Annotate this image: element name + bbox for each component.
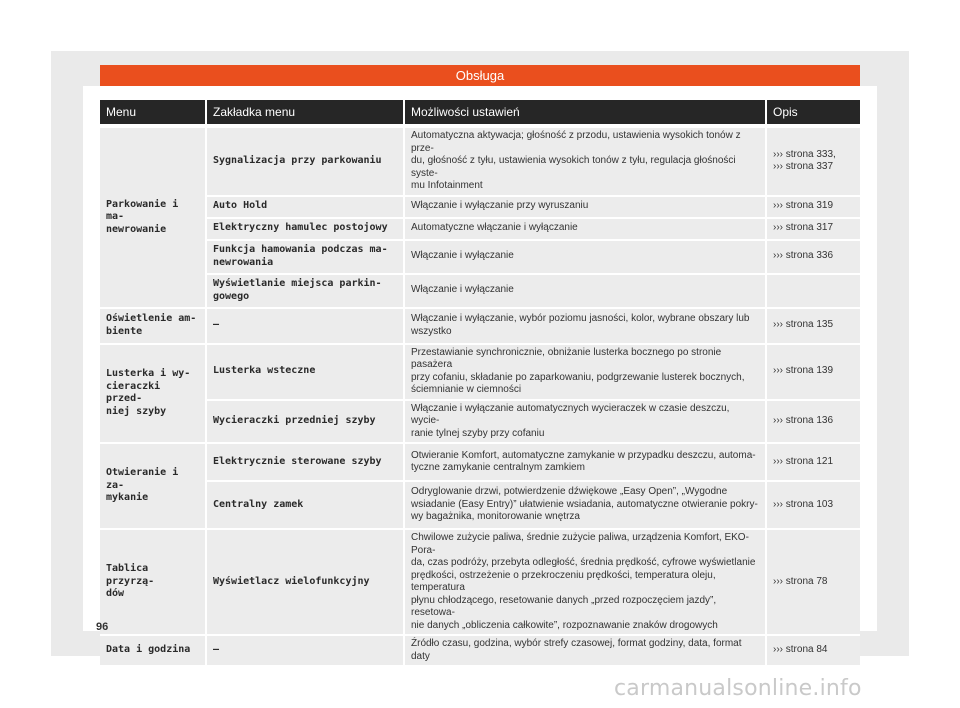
page-reference-cell: ››› strona 139 [767, 343, 860, 399]
column-header-description: Opis [767, 100, 860, 124]
table-row [100, 124, 860, 195]
page-reference-cell: ››› strona 135 [767, 307, 860, 343]
table-row [100, 528, 860, 634]
table-row [100, 307, 860, 343]
settings-options-cell: Przestawianie synchronicznie, obniżanie lusterka bocznego po stronie pasażera przy cofaniu, składanie po zaparkowaniu, podgrzewanie lusterek bocznych, ściemnianie w ciemności [405, 343, 767, 399]
menu-tab-cell: – [207, 634, 405, 665]
page-reference-cell: ››› strona 333, ››› strona 337 [767, 124, 860, 195]
menu-cell: Parkowanie i ma- newrowanie [100, 124, 207, 307]
page-reference-cell [767, 273, 860, 307]
menu-tab-cell: Auto Hold [207, 195, 405, 217]
table-row [100, 442, 860, 480]
settings-options-cell: Włączanie i wyłączanie automatycznych wycieraczek w czasie deszczu, wycie- ranie tylnej szyby przy cofaniu [405, 399, 767, 443]
menu-tab-cell: Lusterka wsteczne [207, 343, 405, 399]
column-header-settings: Możliwości ustawień [405, 100, 767, 124]
table-row [100, 217, 860, 239]
menu-cell: Oświetlenie am- biente [100, 307, 207, 343]
page-reference-cell: ››› strona 336 [767, 239, 860, 273]
menu-tab-cell: Wyświetlacz wielofunkcyjny [207, 528, 405, 634]
settings-options-cell: Włączanie i wyłączanie [405, 239, 767, 273]
menu-tab-cell: Elektrycznie sterowane szyby [207, 442, 405, 480]
page-reference-cell: ››› strona 317 [767, 217, 860, 239]
table-body [100, 124, 860, 665]
menu-cell: Tablica przyrzą- dów [100, 528, 207, 634]
table-header-row [100, 100, 860, 124]
menu-tab-cell: Elektryczny hamulec postojowy [207, 217, 405, 239]
page-reference-cell: ››› strona 319 [767, 195, 860, 217]
settings-options-cell: Źródło czasu, godzina, wybór strefy czasowej, format godziny, data, format daty [405, 634, 767, 665]
menu-tab-cell: – [207, 307, 405, 343]
table-row [100, 239, 860, 273]
page-reference-cell: ››› strona 121 [767, 442, 860, 480]
menu-cell: Lusterka i wy- cieraczki przed- niej szyby [100, 343, 207, 443]
menu-cell: Data i godzina [100, 634, 207, 665]
table-row [100, 399, 860, 443]
column-header-menu: Menu [100, 100, 207, 124]
page-reference-cell: ››› strona 78 [767, 528, 860, 634]
watermark: carmanualsonline.info [614, 676, 862, 701]
settings-options-cell: Otwieranie Komfort, automatyczne zamykanie w przypadku deszczu, automa- tyczne zamykanie centralnym zamkiem [405, 442, 767, 480]
settings-options-cell: Automatyczna aktywacja; głośność z przodu, ustawienia wysokich tonów z prze- du, głośność z tyłu, ustawienia wysokich tonów z tyłu, regulacja głośności syste- mu Infotainment [405, 124, 767, 195]
settings-table-wrap [100, 100, 860, 665]
menu-cell: Otwieranie i za- mykanie [100, 442, 207, 528]
table-row [100, 195, 860, 217]
page-number: 96 [96, 621, 109, 633]
settings-options-cell: Chwilowe zużycie paliwa, średnie zużycie paliwa, urządzenia Komfort, EKO-Pora- da, czas podróży, przebyta odległość, średnia prędkość, cyfrowe wyświetlanie prędkości, ostrzeżenie o przekroczeniu prędkości, temperatura oleju, temperatura płynu chłodzącego, resetowanie danych „przed rozpoczęciem jazdy”, resetowa- nie danych „obliczenia całkowite”, rozpoznawanie znaków drogowych [405, 528, 767, 634]
page-reference-cell: ››› strona 84 [767, 634, 860, 665]
page-reference-cell: ››› strona 136 [767, 399, 860, 443]
menu-tab-cell: Wycieraczki przedniej szyby [207, 399, 405, 443]
settings-options-cell: Włączanie i wyłączanie [405, 273, 767, 307]
menu-tab-cell: Sygnalizacja przy parkowaniu [207, 124, 405, 195]
menu-tab-cell: Funkcja hamowania podczas ma- newrowania [207, 239, 405, 273]
settings-options-cell: Włączanie i wyłączanie, wybór poziomu jasności, kolor, wybrane obszary lub wszystko [405, 307, 767, 343]
settings-options-cell: Włączanie i wyłączanie przy wyruszaniu [405, 195, 767, 217]
settings-options-cell: Automatyczne włączanie i wyłączanie [405, 217, 767, 239]
table-row [100, 273, 860, 307]
table-row [100, 634, 860, 665]
page-reference-cell: ››› strona 103 [767, 480, 860, 528]
menu-tab-cell: Wyświetlanie miejsca parkin- gowego [207, 273, 405, 307]
table-row [100, 480, 860, 528]
table-row [100, 343, 860, 399]
column-header-tab: Zakładka menu [207, 100, 405, 124]
settings-options-cell: Odryglowanie drzwi, potwierdzenie dźwiękowe „Easy Open”, „Wygodne wsiadanie (Easy Entry)” ułatwienie wsiadania, automatyczne otwieranie pokry- wy bagażnika, monitorowanie wnętrza [405, 480, 767, 528]
section-header: Obsługa [100, 65, 860, 86]
menu-tab-cell: Centralny zamek [207, 480, 405, 528]
settings-table [100, 100, 860, 665]
